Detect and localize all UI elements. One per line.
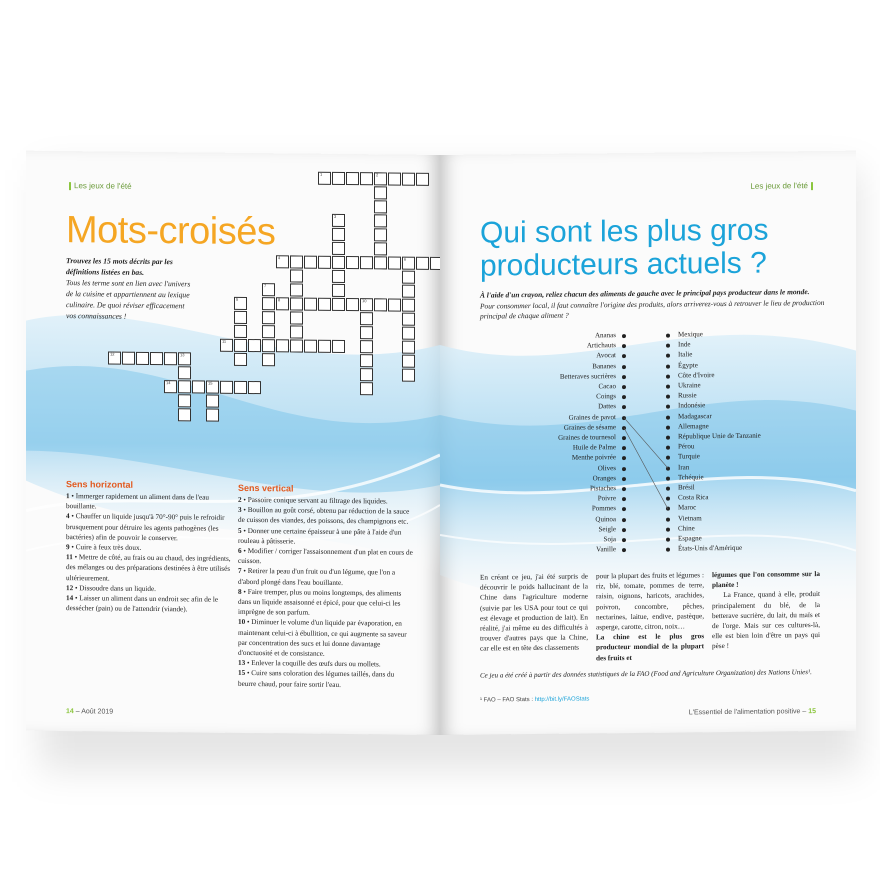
food-label: Huile de Palme [572, 443, 616, 452]
crossword-cell[interactable] [206, 395, 219, 408]
crossword-cell[interactable] [304, 256, 317, 269]
crossword-cell[interactable] [346, 298, 359, 311]
definition-item: 14 • Laisser un aliment dans un endroit sec afin de le dessécher (pain) ou de l'attendrir (viande). [66, 594, 219, 614]
crossword-cell[interactable] [402, 271, 415, 284]
crossword-cell[interactable] [402, 299, 415, 312]
crossword-cell[interactable] [234, 381, 247, 394]
crossword-cell[interactable] [234, 353, 247, 366]
crossword-cell[interactable] [318, 256, 331, 269]
right-header: Les jeux de l'été [750, 181, 816, 191]
crossword-cell[interactable]: 10 [360, 298, 373, 311]
food-label: Menthe poivrée [571, 453, 616, 463]
crossword-cell[interactable] [346, 172, 359, 185]
food-label: Vanille [596, 545, 616, 554]
crossword-cell[interactable] [374, 214, 387, 227]
food-label: Poivre [597, 494, 616, 503]
food-label: Artichauts [586, 341, 616, 350]
crossword-cell[interactable] [402, 327, 415, 340]
crossword-cell[interactable] [290, 269, 303, 282]
crossword-cell[interactable] [416, 257, 429, 270]
food-label: Quinoa [595, 514, 616, 523]
crossword-cell[interactable] [360, 382, 373, 395]
country-label: Espagne [678, 534, 702, 543]
crossword-cell[interactable] [206, 409, 219, 422]
crossword-cell[interactable] [262, 339, 275, 352]
producers-title: Qui sont les plus gros producteurs actuels ? [480, 213, 769, 283]
crossword-cell[interactable] [234, 339, 247, 352]
crossword-cell[interactable] [332, 256, 345, 269]
country-label: Indonésie [678, 401, 706, 410]
crossword-intro: Trouvez les 15 mots décrits par les définitions listées en bas. Tous les terme sont en lien avec l'univers de la cuisine et appartiennent au lexique culinaire. De quoi réviser efficacement vos connaissances ! [66, 256, 191, 321]
crossword-cell[interactable] [220, 381, 233, 394]
definition-item: 5 • Donner une certaine épaisseur à une pâte à l'aide d'un rouleau à pâtisserie. [238, 526, 402, 546]
crossword-title: Mots-croisés [66, 209, 276, 254]
crossword-cell[interactable] [318, 340, 331, 353]
crossword-cell[interactable] [332, 242, 345, 255]
crossword-cell[interactable] [374, 242, 387, 255]
vertical-heading: Sens vertical [238, 482, 294, 494]
crossword-cell[interactable] [290, 283, 303, 296]
crossword-cell[interactable] [360, 340, 373, 353]
crossword-cell[interactable] [290, 255, 303, 268]
food-label: Betteraves sucrières [559, 371, 616, 381]
food-label: Avocat [596, 351, 616, 360]
crossword-cell[interactable] [402, 313, 415, 326]
crossword-cell[interactable] [402, 341, 415, 354]
food-label: Graines de pavot [568, 412, 616, 422]
crossword-cell[interactable] [164, 352, 177, 365]
footnote-link[interactable]: http://bit.ly/FAOStats [534, 696, 590, 704]
crossword-cell[interactable]: 12 [108, 352, 121, 365]
country-label: Chine [678, 524, 695, 533]
country-label: Turquie [678, 452, 700, 461]
country-label: Maroc [678, 503, 697, 512]
crossword-cell[interactable]: 4 [276, 255, 289, 268]
crossword-cell[interactable] [346, 256, 359, 269]
crossword-cell[interactable] [248, 381, 261, 394]
country-label: Italie [678, 350, 693, 359]
crossword-cell[interactable] [290, 339, 303, 352]
crossword-cell[interactable] [192, 380, 205, 393]
food-label: Pistaches [589, 484, 616, 493]
country-label: Vietnam [678, 513, 702, 523]
crossword-cell[interactable] [402, 173, 415, 186]
crossword-cell[interactable] [262, 311, 275, 324]
crossword-cell[interactable] [262, 353, 275, 366]
crossword-cell[interactable] [374, 256, 387, 269]
food-label: Cacao [598, 382, 616, 391]
food-label: Seigle [598, 524, 616, 534]
crossword-cell[interactable] [402, 285, 415, 298]
connection-line [624, 417, 668, 468]
crossword-cell[interactable] [178, 394, 191, 407]
definition-item: 4 • Chauffer un liquide jusqu'à 70°-90° puis le refroidir brusquement pour détruire les agents pathogènes (les bactéries) afin de pouvoir le conserver. [66, 512, 225, 543]
crossword-cell[interactable] [332, 284, 345, 297]
food-label: Pommes [591, 504, 616, 513]
crossword-cell[interactable] [178, 380, 191, 393]
crossword-cell[interactable] [262, 297, 275, 310]
crossword-cell[interactable] [374, 200, 387, 213]
crossword-cell[interactable] [290, 325, 303, 338]
country-label: Côte d'Ivoire [678, 370, 715, 380]
crossword-cell[interactable]: 14 [164, 380, 177, 393]
definition-item: 8 • Faire tremper, plus ou moins longtemps, des aliments dans un liquide assaisonné et épicé, pour que celui-ci les imprègne de son parfum. [238, 587, 402, 617]
crossword-cell[interactable]: 11 [220, 339, 233, 352]
crossword-cell[interactable] [360, 354, 373, 367]
horizontal-heading: Sens horizontal [66, 479, 134, 490]
definition-item: 11 • Mettre de côté, au frais ou au chaud, des ingrédients, des mélanges ou des préparations destinées à être utilisés ultérieurement. [66, 553, 231, 583]
crossword-cell[interactable] [332, 228, 345, 241]
crossword-cell[interactable] [374, 228, 387, 241]
crossword-cell[interactable] [332, 270, 345, 283]
crossword-cell[interactable] [234, 311, 247, 324]
crossword-cell[interactable] [402, 369, 415, 382]
crossword-cell[interactable] [360, 326, 373, 339]
left-header: Les jeux de l'été [66, 181, 132, 191]
country-label: Russie [678, 391, 697, 400]
crossword-cell[interactable] [360, 312, 373, 325]
crossword-cell[interactable] [178, 408, 191, 421]
definition-item: 12 • Dissoudre dans un liquide. [66, 583, 156, 593]
crossword-cell[interactable]: 3 [332, 214, 345, 227]
food-label: Ananas [595, 331, 616, 340]
food-label: Graines de sésame [563, 422, 616, 432]
crossword-cell[interactable] [136, 352, 149, 365]
country-label: République Unie de Tanzanie [678, 431, 761, 441]
food-label: Dattes [598, 402, 616, 411]
crossword-cell[interactable] [318, 298, 331, 311]
crossword-cell[interactable] [150, 352, 163, 365]
crossword-cell[interactable] [178, 366, 191, 379]
article-col-1: En créant ce jeu, j'ai été surpris de découvrir le poids hallucinant de la Chine dans l'agriculture moderne (suivie par les USA pour tout ce qui est élevage et production de lait). En réalité, j'ai même eu des difficultés à trouver d'autres pays que la Chine, car elle est en tête des classements [480, 572, 588, 654]
crossword-cell[interactable] [388, 256, 401, 269]
crossword-cell[interactable]: 13 [178, 352, 191, 365]
country-label: Inde [678, 340, 691, 349]
country-label: Brésil [678, 483, 695, 492]
country-label: Iran [678, 462, 690, 472]
crossword-cell[interactable] [430, 257, 440, 270]
data-credit: Ce jeu a été créé à partir des données statistiques de la FAO (Food and Agriculture Organization) des Nations Unies¹. [480, 668, 812, 680]
definition-item: 9 • Cuire à feux très doux. [66, 543, 142, 552]
country-label: Allemagne [678, 421, 709, 431]
crossword-cell[interactable] [248, 339, 261, 352]
crossword-cell[interactable] [332, 298, 345, 311]
crossword-cell[interactable] [360, 256, 373, 269]
vertical-definitions [238, 495, 413, 691]
article-col-3: légumes que l'on consomme sur la planète ! La France, quand à elle, produit principalement du blé, de la betterave sucrière, du lait, du maïs et de l'orge. Mais sur ces cultures-là, elle est bien loin d'être un pays qui pèse ! [712, 570, 820, 651]
crossword-cell[interactable]: 6 [402, 257, 415, 270]
definition-item: 15 • Cuire sans coloration des légumes taillés, dans du beurre chaud, pour faire sortir l'eau. [238, 669, 395, 689]
article-col-2: pour la plupart des fruits et légumes : riz, blé, tomate, pommes de terre, raisin, oignons, haricots, arachides, poivron, concombre, pêches, nectarines, laitue, endive, pastèque, asperge, carotte, citron, noix… La chine est le plus gros producteur mondial de la plupart des fruits et [596, 571, 704, 662]
definition-item: 1 • Immerger rapidement un aliment dans de l'eau bouillante. [66, 492, 209, 511]
definition-item: 10 • Diminuer le volume d'un liquide par évaporation, en maintenant celui-ci à ébullition, ce qui augmente sa saveur par concentration des sucs et lui donne davantage d'onctuosité et de consistance. [238, 618, 407, 658]
crossword-cell[interactable] [304, 298, 317, 311]
food-label: Coings [596, 392, 616, 401]
crossword-cell[interactable] [290, 311, 303, 324]
country-label: Pérou [678, 442, 695, 451]
country-label: Égypte [678, 360, 698, 370]
crossword-cell[interactable] [276, 339, 289, 352]
connection-line [624, 427, 668, 509]
crossword-cell[interactable]: 7 [262, 283, 275, 296]
crossword-cell[interactable] [122, 352, 135, 365]
crossword-cell[interactable]: 8 [276, 297, 289, 310]
crossword-cell[interactable] [262, 325, 275, 338]
right-page [440, 151, 856, 735]
right-footer: L'Essentiel de l'alimentation positive – 15 [688, 708, 816, 717]
crossword-cell[interactable]: 1 [318, 172, 331, 185]
footnote: ¹ FAO – FAO Stats : http://bit.ly/FAOStats [480, 696, 590, 704]
definition-item: 2 • Passoire conique servant au filtrage des liquides. [238, 495, 388, 506]
food-label: Bananes [592, 361, 616, 370]
crossword-cell[interactable] [332, 340, 345, 353]
food-label: Graines de tournesol [558, 433, 616, 442]
left-footer: 14 – Août 2019 [66, 708, 114, 716]
country-label: Costa Rica [678, 493, 709, 502]
definition-item: 6 • Modifier / corriger l'assaisonnement d'un plat en cours de cuisson. [238, 546, 413, 566]
country-label: États-Unis d'Amérique [678, 544, 743, 553]
crossword-cell[interactable] [304, 340, 317, 353]
left-page [26, 151, 440, 735]
crossword-cell[interactable] [416, 173, 429, 186]
crossword-cell[interactable] [374, 298, 387, 311]
crossword-cell[interactable] [360, 172, 373, 185]
definition-item: 3 • Bouillon au goût corsé, obtenu par réduction de la sauce de cuisson des viandes, des poissons, des champignons etc. [238, 506, 410, 527]
crossword-cell[interactable]: 5 [234, 297, 247, 310]
country-label: Mexique [678, 330, 703, 339]
crossword-cell[interactable] [374, 186, 387, 199]
horizontal-definitions [66, 491, 241, 615]
crossword-cell[interactable] [402, 355, 415, 368]
crossword-cell[interactable] [388, 172, 401, 185]
producers-intro: À l'aide d'un crayon, reliez chacun des aliments de gauche avec le principal pays producteur dans le monde. Pour consommer local, il faut connaître l'origine des produits, alors arriverez-vous à retrouver le lieu de production principal de chaque aliment ? [480, 287, 825, 321]
crossword-cell[interactable] [360, 368, 373, 381]
country-label: Madagascar [678, 411, 712, 421]
country-label: Tchéquie [678, 473, 704, 482]
definition-item: 7 • Retirer la peau d'un fruit ou d'un légume, que l'on a d'abord plongé dans l'eau bouillante. [238, 567, 396, 587]
food-label: Oranges [592, 473, 616, 483]
crossword-cell[interactable] [290, 297, 303, 310]
crossword-cell[interactable] [388, 298, 401, 311]
crossword-cell[interactable] [234, 325, 247, 338]
definition-item: 13 • Enlever la coquille des œufs durs ou mollets. [238, 659, 381, 669]
crossword-cell[interactable]: 15 [206, 381, 219, 394]
crossword-cell[interactable] [332, 172, 345, 185]
food-label: Olives [597, 463, 616, 472]
crossword-cell[interactable]: 2 [374, 172, 387, 185]
country-label: Ukraine [678, 381, 701, 390]
food-label: Soja [603, 535, 616, 544]
